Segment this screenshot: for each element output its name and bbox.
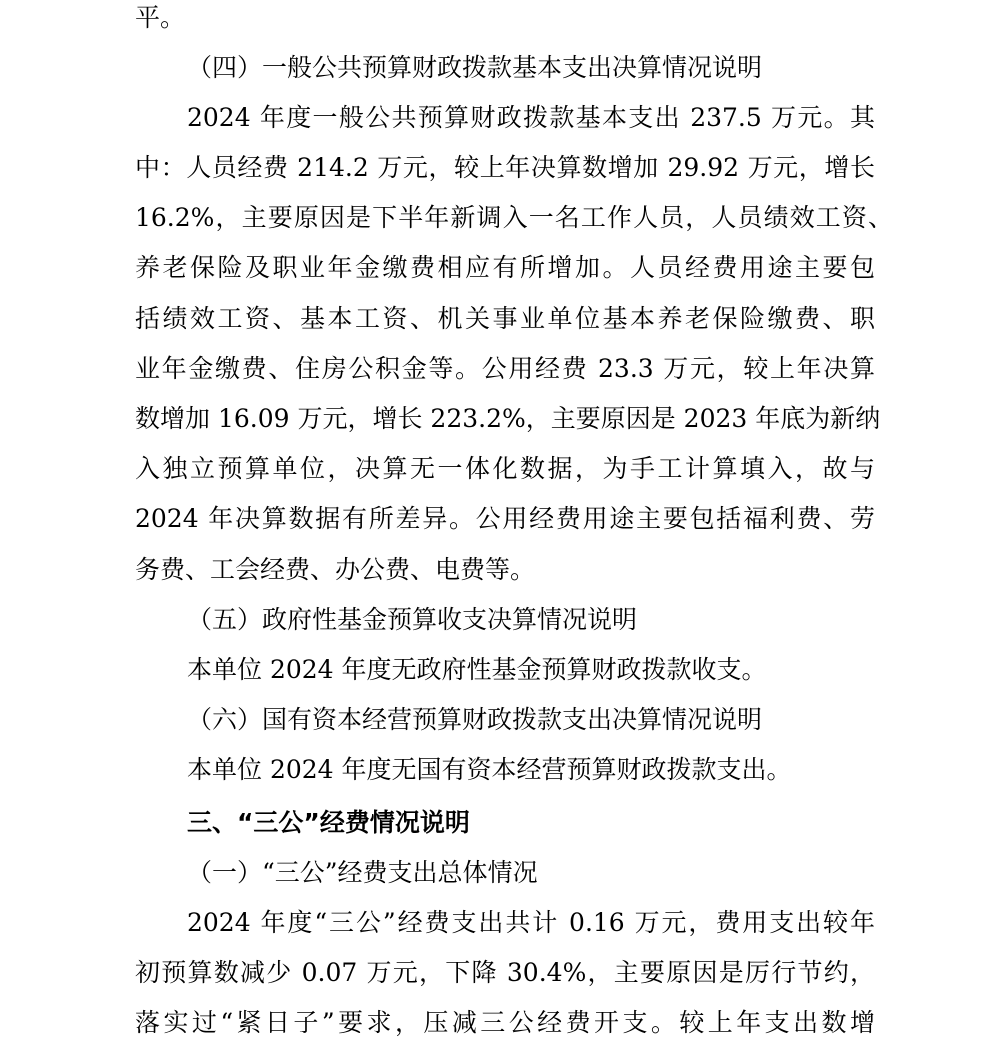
body-text-line: 2024 年决算数据有所差异。公用经费用途主要包括福利费、劳 bbox=[135, 504, 875, 533]
body-text-line: 数增加 16.09 万元，增长 223.2%，主要原因是 2023 年底为新纳 bbox=[135, 404, 881, 433]
body-text-line: 入独立预算单位，决算无一体化数据，为手工计算填入，故与 bbox=[135, 454, 875, 483]
body-text-line: 初预算数减少 0.07 万元，下降 30.4%，主要原因是厉行节约， bbox=[135, 958, 875, 987]
body-text-line: 本单位 2024 年度无国有资本经营预算财政拨款支出。 bbox=[187, 755, 792, 784]
section-heading-five: （五）政府性基金预算收支决算情况说明 bbox=[187, 605, 638, 634]
body-text-line: 本单位 2024 年度无政府性基金预算财政拨款收支。 bbox=[187, 655, 767, 684]
body-text-line: 平。 bbox=[135, 3, 186, 32]
chapter-heading-three: 三、“三公”经费情况说明 bbox=[187, 808, 470, 837]
body-text-line: 2024 年度一般公共预算财政拨款基本支出 237.5 万元。其 bbox=[187, 103, 875, 132]
body-text-line: 养老保险及职业年金缴费相应有所增加。人员经费用途主要包 bbox=[135, 253, 875, 282]
body-text-line: 16.2%，主要原因是下半年新调入一名工作人员，人员绩效工资、 bbox=[135, 203, 893, 232]
body-text-line: 业年金缴费、住房公积金等。公用经费 23.3 万元，较上年决算 bbox=[135, 354, 875, 383]
section-heading-four: （四）一般公共预算财政拨款基本支出决算情况说明 bbox=[187, 53, 763, 82]
body-text-line: 括绩效工资、基本工资、机关事业单位基本养老保险缴费、职 bbox=[135, 304, 875, 333]
body-text-line: 2024 年度“三公”经费支出共计 0.16 万元，费用支出较年 bbox=[187, 908, 875, 937]
body-text-line: 中：人员经费 214.2 万元，较上年决算数增加 29.92 万元，增长 bbox=[135, 153, 875, 182]
section-heading-six: （六）国有资本经营预算财政拨款支出决算情况说明 bbox=[187, 705, 763, 734]
body-text-line: 落实过“紧日子”要求，压减三公经费开支。较上年支出数增 bbox=[135, 1008, 875, 1037]
section-heading-one: （一）“三公”经费支出总体情况 bbox=[187, 858, 538, 887]
body-text-line: 务费、工会经费、办公费、电费等。 bbox=[135, 555, 536, 584]
